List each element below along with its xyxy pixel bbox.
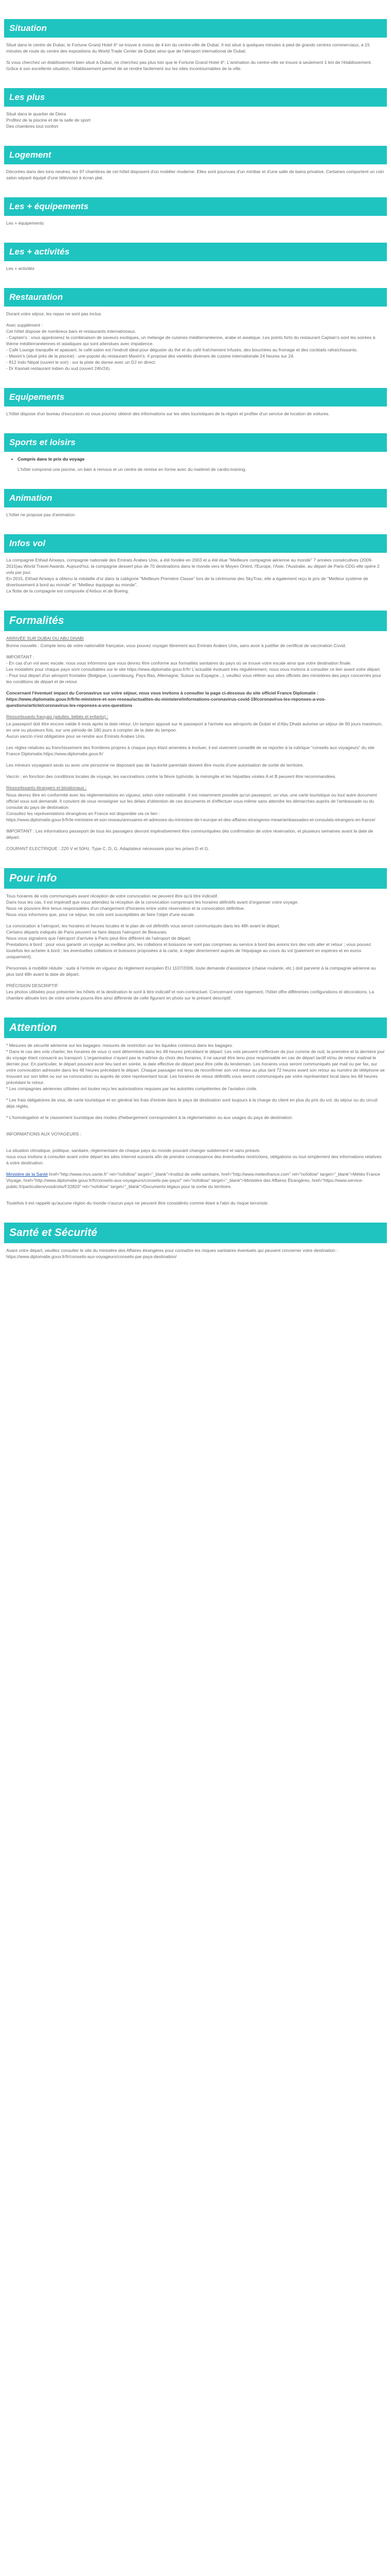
plus-line: Situé dans le quartier de Deira (6, 111, 67, 116)
section-header-infos-vol: Infos vol (4, 534, 387, 553)
attention-links-text: href="http://www.mvs.sante.fr" rel="nofollow" target="_blank">Institut de veille sanitaire, href="http://www.meteofrance.com" rel="nofollow" target="_blank">Météo France Voyage, href="http://www.diplomatie.gouv.fr/fr/conseils-aux-voyageurs/conseils-par-pays/" rel="nofollow" target="_blank">Ministère des Affaires Étrangères, href="https://www.service-public.fr/particuliers/vosdroits/F32820" rel="nofollow" target="_blank">Documents légaux pour la sortie du territoire. (6, 1172, 380, 1189)
attention-paragraph: * Les frais obligatoires de visa, de carte touristique et en général les frais d'entrée dans le pays de destination sont toujours à la charge du client en plus du prix du vol, du séjour ou du circuit déjà réglés. (6, 1097, 378, 1109)
section-header-pour-info: Pour info (4, 868, 387, 889)
section-header-les-plus: Les plus (4, 88, 387, 107)
situation-paragraph: Si vous cherchez un établissement bien situé à Dubaï, ne cherchez pas plus loin que le Fortune Grand Hotel 4*. L'animation du centre-ville se trouve à seulement 1 km de l'établissement. Grâce à son excellente situation, l'établissement permet de se rendre facilement sur les sites incontournables de la ville. (6, 60, 372, 71)
equipements-paragraph: L'hôtel dispose d'un bureau d'excursion où vous pourrez obtenir des informations sur les sites touristiques de la région et profiter d'un service de location de voitures. (6, 411, 330, 416)
formalites-subheading-wrap (6, 714, 385, 720)
section-body-formalites (4, 635, 387, 852)
attention-paragraph: La situation climatique, politique, sanitaire, réglementaire de chaque pays du monde pouvant changer subitement et sans préavis nous vous invitons à consulter avant votre départ les sites Internet suivants afin de prendre connaissance des éventuelles restrictions, obligations ou tout simplement des informations relatives à votre destination. (6, 1148, 382, 1165)
sports-list-item (18, 456, 385, 472)
restauration-paragraph: Avec supplément : Cet hôtel dispose de nombreux bars et restaurants internationaux. - Captain's : vous apprécierez la combinaison de saveurs exotiques, un mélange de cuisines méditerranéenne, arabe et asiatique. Les points forts du restaurant Captain's sont les soirées à thème méditerranéennes et asiatiques qui sont attendues avec impatience. - Café Lounge tranquille et apaisant, le café-salon est l'endroit idéal pour déguster du thé et du café fraîchement infusés, des bouchées au fromage et des cocktails rafraîchissants. - Maxim's (situé près de la piscine) : une popote du restaurant Maxim's. Il propose des variétés diverses de cuisine internationale 24 heures sur 24. - 812 Indo Népal (ouvert le soir) : sur la piste de danse avec un DJ en direct. - Dr Kasnali restaurant indien du sud (ouvert 24h/24). (6, 323, 376, 371)
sports-item-text: L'hôtel comprend une piscine, un bain à remous et un centre de remise en forme avec du matériel de cardio-training. (18, 467, 247, 472)
animation-paragraph: L'hôtel ne propose pas d'animation. (6, 512, 76, 517)
sports-item-title: Compris dans le prix du voyage (18, 456, 85, 462)
attention-paragraph: INFORMATIONS AUX VOYAGEURS : (6, 1131, 82, 1137)
section-header-restauration: Restauration (4, 288, 387, 307)
formalites-subheading-wrap (6, 785, 385, 791)
formalites-paragraph: Vaccin : en fonction des conditions locales de voyage, les vaccinations contre la fièvre typhoïde, la méningite et les hépatites virales A et B peuvent être recommandées. (6, 774, 336, 779)
section-header-logement: Logement (4, 146, 387, 164)
attention-links-paragraph (6, 1171, 385, 1190)
pour-info-paragraph: PRÉCISION DESCRIPTIF Les photos utilisées pour présenter les hôtels et la destination le sont à titre indicatif et non-contractuel. Concernant votre logement, l'hôtel offre différentes configurations et décorations. La chambre allouée lors de votre arrivée pourra être ainsi différente de celle figurant en photo sur le présent descriptif. (6, 983, 374, 1001)
restauration-paragraph: Durant votre séjour, les repas ne sont pas inclus. (6, 311, 102, 316)
formalites-paragraph: Nous devrez être en conformité avec les réglementations en vigueur, selon votre nationalité. Il est notamment possible qu'un passeport, un visa, une carte touristique ou tout autre document officiel vous soit demandé. Il convient de vous renseigner sur les délais d'obtention de ces documents et d'effectuer vous-même sans attendre les démarches auprès de l'ambassade ou du consulat du pays de destination. Consultez les représentations étrangères en France est disponible via ce lien : https://www.diplomatie.gouv.fr/fr/le-ministere-et-son-reseau/annuaires-et-adresses-du-ministere-de-l-europe-et-des-affaires-etrangeres-meae/ambassades-et-consulats-etrangers-en-france/ (6, 792, 377, 822)
logement-paragraph: Décorées dans des tons neutres, les 97 chambres de cet hôtel disposent d'un mobilier moderne. Elles sont pourvues d'un minibar et d'une salle de bains privative. Certaines comportent un coin salon séparé équipé d'une télévision à écran plat. (6, 169, 384, 180)
formalites-paragraph-bold: Concernant l'éventuel impact du Coronavirus sur votre séjour, nous vous invitons à consulter la page ci-dessous du site officiel France Diplomatie : https://www.diplomatie.gouv.fr/fr/le-ministere-et-son-reseau/actualites-du-ministere/informations-coronavirus-covid-19/coronavirus-les-reponses-a-vos-questions/article/coronavirus-les-reponses-a-vos-questions (6, 690, 326, 708)
section-body-logement (4, 168, 387, 181)
formalites-subheading: ARRIVÉE SUR DUBAI OU ABU DHABI (6, 636, 84, 641)
section-header-equipements-plus: Les + équipements (4, 197, 387, 216)
section-body-restauration (4, 311, 387, 371)
formalites-paragraph: Le passeport doit être encore valide 6 mois après la date retour. Un tampon apposé sur le passeport à l'arrivée aux aéroports de Dubaï et d'Abu Dhabi autorise un séjour de 90 jours maximum, en une ou plusieurs fois, sur une période de 180 jours à compter de la date du tampon. Aucun vaccin n'est obligatoire pour se rendre aux Emirats Arabes Unis. (6, 721, 383, 739)
formalites-paragraph: COURANT ELECTRIQUE : 220 V et 50Hz. Type C, D, G. Adaptateur nécessaire pour les prises D et G. (6, 846, 209, 851)
activites-plus-text: Les + activités (6, 266, 35, 271)
section-body-equipements-plus (4, 220, 387, 226)
section-body-animation (4, 512, 387, 518)
infos-vol-paragraph: La compagnie Etihad Airways, compagnie nationale des Emirats Arabes Unis, a été fondée en 2003 et a été élue "Meilleure compagnie aérienne au monde" 7 années consécutives (2009-2015)au World Travel Awards. Aujourd'hui, la compagnie dessert plus de 70 destinations dans le monde vers le Moyen Orient, l'Europe, l'Asie, l'Australie, au départ de Paris-CDG elle opère 2 vols par jour. En 2015, Etihad Airways a obtenu la médaille d'or dans la catégorie "Meilleure Première Classe" lors de la cérémonie des SkyTrax, elle a également reçu le prix de "Meilleur système de divertissement à bord au monde" et "Meilleur équipage au monde". La flotte de la compagnie est composée d'Airbus et de Boeing. (6, 557, 380, 594)
section-header-activites-plus: Les + activités (4, 243, 387, 261)
sports-list (6, 456, 385, 472)
section-header-sports-loisirs: Sports et loisirs (4, 433, 387, 452)
section-body-situation (4, 42, 387, 72)
section-body-les-plus (4, 111, 387, 129)
formalites-subheading: Ressortissants français (adultes, bébés et enfants) : (6, 714, 108, 719)
pour-info-paragraph: La convocation à l'aéroport, les horaires et heures locales et le plan de vol définitifs vous seront communiqués dans les 48h avant le départ. Certains départs indiqués de Paris peuvent se faire depuis l'aéroport de Beauvais. Nous vous signalons que l'aéroport d'arrivée à Paris peut être différent de l'aéroport de départ. Prestations à bord : pour vous garantir un voyage au meilleur prix, les collations et boissons ne sont pas comprises au service à bord des avions lors des vols aller et retour ; vous pouvez toutefois les acheter à bord ; les éventuelles collations et boissons proposées à la carte, à régler directement auprès de l'équipage au cours du vol (paiement en espèces et en euros uniquement). (6, 923, 371, 959)
section-body-pour-info (4, 893, 387, 1001)
plus-line: Profitez de la piscine et de la salle de sport (6, 117, 91, 123)
section-body-sante-securite (4, 1247, 387, 1260)
sante-paragraph: Avant votre départ, veuillez consulter le site du ministère des Affaires étrangères pour connaître les risques sanitaires éventuels qui peuvent concerner votre destination : https://www.diplomatie.gouv.fr/fr/conseils-aux-voyageurs/conseils-par-pays-destination/ (6, 1248, 338, 1259)
attention-paragraph: Toutefois il est rappelé qu'aucune région du monde n'aucun pays ne peuvent être considérés comme étant à l'abri du risque terroriste. (6, 1200, 269, 1206)
section-body-infos-vol (4, 557, 387, 594)
section-header-attention: Attention (4, 1018, 387, 1038)
attention-paragraph: * Mesures de sécurité aérienne sur les bagages: mesures de restriction sur les liquides contenus dans les bagages. * Dans le cas des vols charter, les horaires de vous ci sont déterminés dans les 48 heures précédant le départ. Les vols peuvent s'effectuer de jour comme de nuit, la première et la dernière jour du voyage étant consacré au transport. L'organisateur n'ayant pas la maîtrise du choix des horaires, il ne saurait être tenu pour responsable en cas de départ tardif et/ou de retour matinal le dernier jour. En particulier, le départ pouvant avoir lieu tard en soirée, la date effective de départ peut être celle du lendemain. Les horaires vous seront communiqués par mail ou par fax, sur votre convocation adressée dans les 48 heures précédant le départ. Chaque passager est tenu de reconfirmer son vol retour au plus tard 72 heures avant son retour au numéro de téléphone se trouvant sur son billet ou sur sa convocation ou auprès de votre représentant local. Les horaires de retour définitifs vous seront communiqués par votre représentant local dans les 48 heures précédant le retour. * Les compagnies aériennes utilisées ont toutes reçu les autorisations requises par les autorités compétentes de l'aviation civile. (6, 1043, 385, 1091)
section-body-equipements (4, 411, 387, 417)
plus-line: Des chambres tout confort (6, 124, 58, 129)
formalites-paragraph: Les règles relatives au franchissement des frontières propres à chaque pays étant amenées à évoluer, il est vivement conseillé de se reporter à la rubrique "conseils aux voyageurs" du site France Diplomatie.https://www.diplomatie.gouv.fr/ (6, 745, 375, 756)
section-body-attention (4, 1042, 387, 1206)
pour-info-paragraph: Personnes à mobilité réduite : suite à l'entrée en vigueur du règlement européen EU 1107/2006, toute demande d'assistance (chaise roulante, etc.) doit parvenir à la compagnie aérienne au plus tard 48h avant la date de départ. (6, 965, 376, 977)
formalites-subheading-wrap (6, 635, 385, 641)
ministere-sante-link[interactable]: Ministère de la Santé (6, 1172, 48, 1177)
formalites-paragraph: IMPORTANT : Les informations passeport de tous les passagers devront impérativement être communiquées dès confirmation de votre réservation, et plusieurs semaines avant la date de départ. (6, 828, 373, 840)
pour-info-paragraph: Tous horaires de vols communiqués avant réception de votre convocation ne peuvent être qu'à titre indicatif. Dans tous les cas, il est impératif que vous attendiez la réception de la convocation comprenant les horaires définitifs avant d'organiser votre voyage. Nous ne pouvons être tenus responsables d'un changement d'horaires entre votre réservation et la convocation définitive. Nous vous informons que, pour ce séjour, les vols sont susceptibles de faire l'objet d'une escale. (6, 893, 299, 917)
situation-paragraph: Situé dans le centre de Dubaï, le Fortune Grand Hotel 4* se trouve à moins de 4 km du centre-ville de Dubaï. Il est situé à quelques minutes à pied de grands centres commerciaux, à 15 minutes de route du centre des expositions du World Trade Center de Dubaï ainsi que de l'aéroport international de Dubaï. (6, 42, 370, 54)
section-header-situation: Situation (4, 19, 387, 38)
section-header-sante-securite: Santé et Sécurité (4, 1223, 387, 1243)
section-body-activites-plus (4, 265, 387, 272)
attention-paragraph: * L'homologation et le classement touristique des modes d'hébergement correspondent à la réglementation ou aux usages du pays de destination. (6, 1115, 294, 1120)
section-header-equipements: Equipements (4, 388, 387, 406)
formalites-paragraph: IMPORTANT : - En cas d'un vol avec escale, nous vous informons que vous devrez être conforme aux formalités sanitaires du pays où se trouve votre escale ainsi que votre destination finale. Les modalités pour chaque pays sont consultables sur le site https://www.diplomatie.gouv.fr/fr/ L'actualité évoluant très régulièrement, nous vous invitons à consulter ce lien avant votre départ. - Pour tout départ d'un aéroport frontalier (Belgique, Luxembourg, Pays-Bas, Allemagne, Suisse ou Espagne...), veuillez vous référer aux sites officiels des ministères des pays concernés pour les conditions de départ et de retour. (6, 654, 382, 684)
formalites-paragraph: Bonne nouvelle : Compte tenu de votre nationalité française, vous pouvez voyager librement aux Emirats Arabes Unis, sans avoir à justifier de certificat de vaccination Covid. (6, 643, 347, 648)
equipements-plus-text: Les + équipements (6, 221, 44, 226)
formalites-subheading: Ressortissants étrangers et binationaux : (6, 785, 87, 790)
formalites-paragraph: Les mineurs voyageant seuls ou avec une personne ne disposant pas de l'autorité parentale doivent être munis d'une autorisation de sortie de territoire. (6, 762, 304, 768)
page-content (4, 0, 387, 1260)
section-body-sports-loisirs (4, 456, 387, 472)
section-header-formalites: Formalités (4, 611, 387, 631)
section-header-animation: Animation (4, 489, 387, 507)
